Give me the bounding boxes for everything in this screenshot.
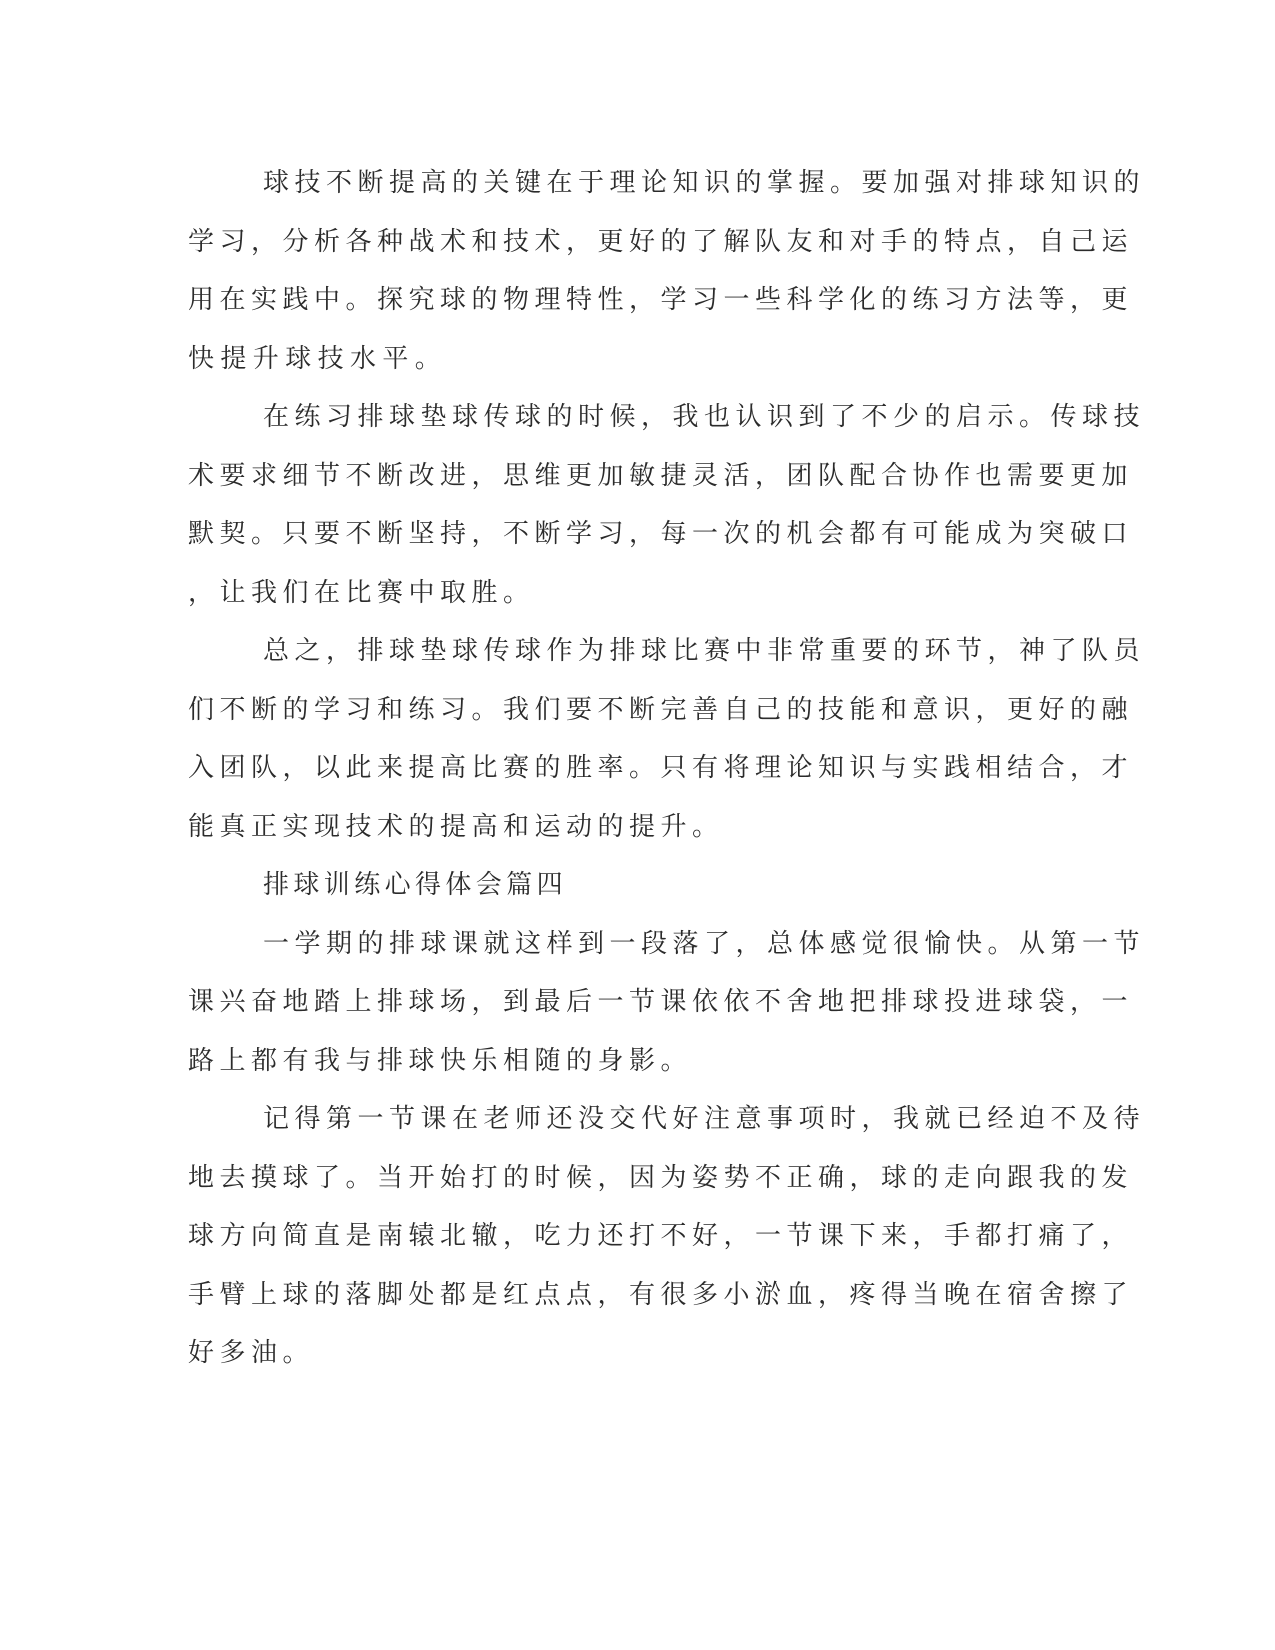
paragraph-1-line-2: 学习，分析各种战术和技术，更好的了解队友和对手的特点，自己运 — [188, 227, 1134, 257]
paragraph-1-line-4: 快提升球技水平。 — [188, 344, 448, 374]
paragraph-5-line-3: 路上都有我与排球快乐相随的身影。 — [188, 1046, 693, 1076]
paragraph-3-line-2: 们不断的学习和练习。我们要不断完善自己的技能和意识，更好的融 — [188, 695, 1134, 725]
paragraph-3-line-4: 能真正实现技术的提高和运动的提升。 — [188, 812, 724, 842]
paragraph-6-line-3: 球方向简直是南辕北辙，吃力还打不好，一节课下来，手都打痛了， — [188, 1221, 1134, 1251]
paragraph-3-line-3: 入团队，以此来提高比赛的胜率。只有将理论知识与实践相结合，才 — [188, 753, 1134, 783]
paragraph-1-line-1: 球技不断提高的关键在于理论知识的掌握。要加强对排球知识的 — [263, 168, 1146, 198]
paragraph-2-line-2: 术要求细节不断改进，思维更加敏捷灵活，团队配合协作也需要更加 — [188, 461, 1134, 491]
paragraph-1-line-3: 用在实践中。探究球的物理特性，学习一些科学化的练习方法等，更 — [188, 285, 1134, 315]
paragraph-6-line-1: 记得第一节课在老师还没交代好注意事项时，我就已经迫不及待 — [263, 1104, 1146, 1134]
section-heading: 排球训练心得体会篇四 — [263, 870, 568, 900]
paragraph-2-line-1: 在练习排球垫球传球的时候，我也认识到了不少的启示。传球技 — [263, 402, 1146, 432]
paragraph-6-line-5: 好多油。 — [188, 1338, 315, 1368]
paragraph-2-line-3: 默契。只要不断坚持，不断学习，每一次的机会都有可能成为突破口 — [188, 519, 1134, 549]
paragraph-2-line-4: ，让我们在比赛中取胜。 — [188, 578, 535, 608]
paragraph-6-line-2: 地去摸球了。当开始打的时候，因为姿势不正确，球的走向跟我的发 — [188, 1163, 1134, 1193]
paragraph-6-line-4: 手臂上球的落脚处都是红点点，有很多小淤血，疼得当晚在宿舍擦了 — [188, 1280, 1134, 1310]
paragraph-5-line-2: 课兴奋地踏上排球场，到最后一节课依依不舍地把排球投进球袋，一 — [188, 987, 1134, 1017]
paragraph-3-line-1: 总之，排球垫球传球作为排球比赛中非常重要的环节，神了队员 — [263, 636, 1146, 666]
paragraph-5-line-1: 一学期的排球课就这样到一段落了，总体感觉很愉快。从第一节 — [263, 929, 1146, 959]
